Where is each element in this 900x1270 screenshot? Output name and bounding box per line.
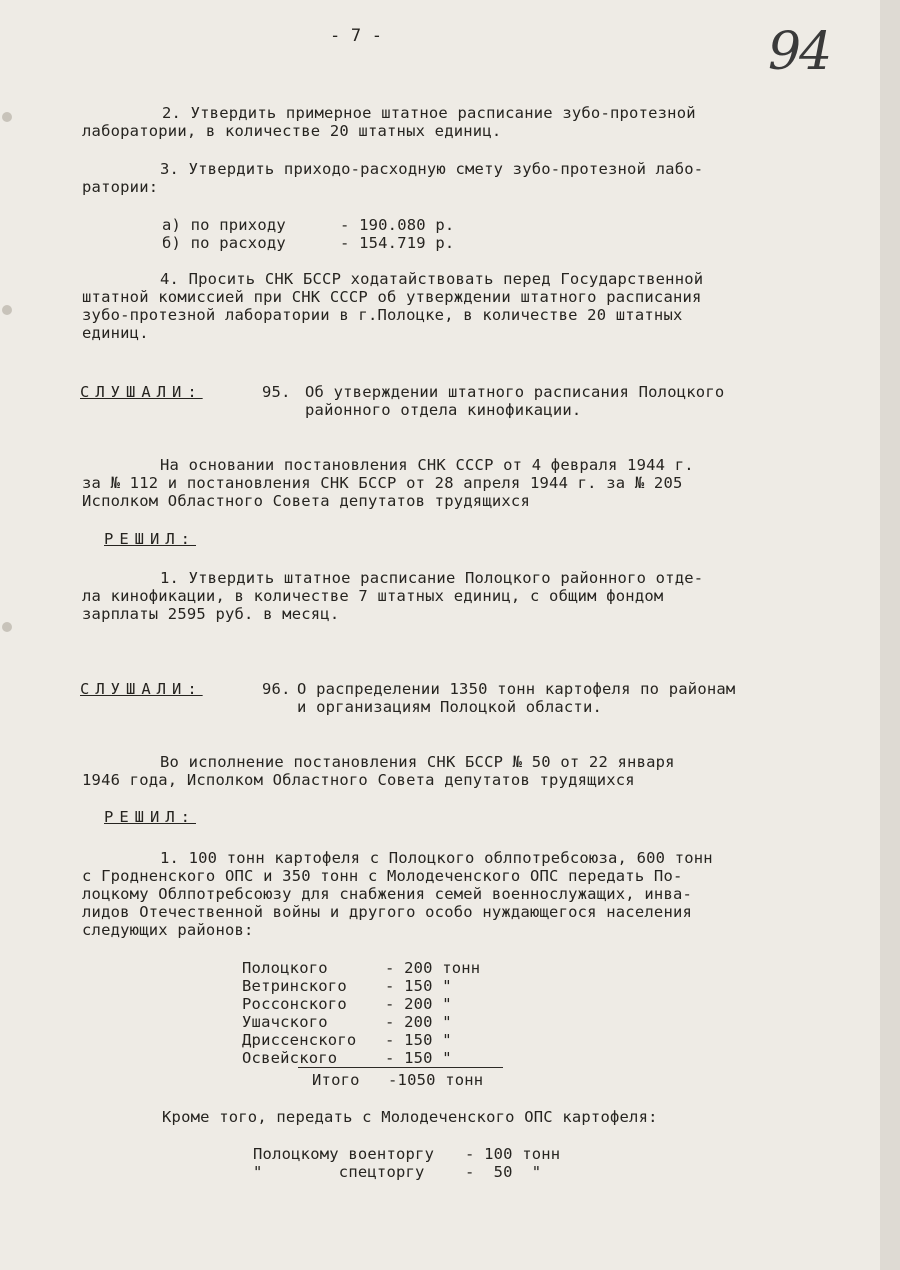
punch-hole [2, 112, 12, 122]
item95-basis-line1: На основании постановления СНК СССР от 4 февраля 1944 г. [160, 456, 694, 474]
punch-hole [2, 622, 12, 632]
transfer-name: Полоцкому военторгу [253, 1145, 435, 1163]
total-value: -1050 тонн [388, 1071, 484, 1089]
budget-expense-value: - 154.719 р. [340, 234, 455, 252]
item4-line2: штатной комиссией при СНК СССР об утверждении штатного расписания [82, 288, 702, 306]
budget-income-value: - 190.080 р. [340, 216, 455, 234]
district-amount: - 150 " [385, 1049, 452, 1067]
item96-decision-line2: с Гродненского ОПС и 350 тонн с Молодеченского ОПС передать По- [82, 867, 683, 885]
district-amount: - 150 " [385, 1031, 452, 1049]
item96-decision-line5: следующих районов: [82, 921, 254, 939]
item95-title-line1: Об утверждении штатного расписания Полоцкого [305, 383, 725, 401]
heard-label-96: СЛУШАЛИ: [80, 680, 203, 698]
district-amount: - 150 " [385, 977, 452, 995]
item95-title-line2: районного отдела кинофикации. [305, 401, 582, 419]
item95-basis-line3: Исполком Областного Совета депутатов трудящихся [82, 492, 530, 510]
item4-line1: 4. Просить СНК БССР ходатайствовать перед Государственной [160, 270, 704, 288]
item2-line2: лаборатории, в количестве 20 штатных единиц. [82, 122, 502, 140]
district-name: Россонского [242, 995, 347, 1013]
item95-decision-line3: зарплаты 2595 руб. в месяц. [82, 605, 340, 623]
item3-line1: 3. Утвердить приходо-расходную смету зубо-протезной лабо- [160, 160, 704, 178]
item96-decision-line3: лоцкому Облпотребсоюзу для снабжения семей военнослужащих, инва- [82, 885, 693, 903]
item96-title-line1: О распределении 1350 тонн картофеля по районам [297, 680, 736, 698]
decided-label-95: РЕШИЛ: [104, 530, 196, 548]
item96-basis-line2: 1946 года, Исполком Областного Совета депутатов трудящихся [82, 771, 635, 789]
transfer-amount: - 100 тонн [465, 1145, 561, 1163]
item3-line2: ратории: [82, 178, 159, 196]
budget-expense-label: б) по расходу [162, 234, 286, 252]
district-name: Освейского [242, 1049, 338, 1067]
district-name: Дриссенского [242, 1031, 357, 1049]
item4-line3: зубо-протезной лаборатории в г.Полоцке, в количестве 20 штатных [82, 306, 683, 324]
total-label: Итого [312, 1071, 360, 1089]
page-edge [880, 0, 900, 1270]
district-amount: - 200 тонн [385, 959, 481, 977]
heard-label-95: СЛУШАЛИ: [80, 383, 203, 401]
punch-hole [2, 305, 12, 315]
transfer-amount: - 50 " [465, 1163, 542, 1181]
decided-label-96: РЕШИЛ: [104, 808, 196, 826]
budget-income-label: а) по приходу [162, 216, 286, 234]
district-name: Полоцкого [242, 959, 328, 977]
additional-transfer-text: Кроме того, передать с Молодеченского ОПС картофеля: [162, 1108, 658, 1126]
item95-decision-line1: 1. Утвердить штатное расписание Полоцкого районного отде- [160, 569, 704, 587]
transfer-name: " спецторгу [253, 1163, 425, 1181]
item2-line1: 2. Утвердить примерное штатное расписание зубо-протезной [162, 104, 696, 122]
item4-line4: единиц. [82, 324, 149, 342]
item95-basis-line2: за № 112 и постановления СНК БССР от 28 апреля 1944 г. за № 205 [82, 474, 683, 492]
handwritten-folio-number: 94 [768, 22, 831, 82]
district-amount: - 200 " [385, 1013, 452, 1031]
total-rule [298, 1067, 503, 1068]
item95-decision-line2: ла кинофикации, в количестве 7 штатных единиц, с общим фондом [82, 587, 664, 605]
district-amount: - 200 " [385, 995, 452, 1013]
item96-decision-line4: лидов Отечественной войны и другого особо нуждающегося населения [82, 903, 693, 921]
item96-basis-line1: Во исполнение постановления СНК БССР № 50 от 22 января [160, 753, 675, 771]
district-name: Ушачского [242, 1013, 328, 1031]
district-name: Ветринского [242, 977, 347, 995]
page-number: - 7 - [330, 26, 383, 46]
item96-number: 96. [262, 680, 291, 698]
item96-decision-line1: 1. 100 тонн картофеля с Полоцкого облпотребсоюза, 600 тонн [160, 849, 713, 867]
item95-number: 95. [262, 383, 291, 401]
item96-title-line2: и организациям Полоцкой области. [297, 698, 603, 716]
